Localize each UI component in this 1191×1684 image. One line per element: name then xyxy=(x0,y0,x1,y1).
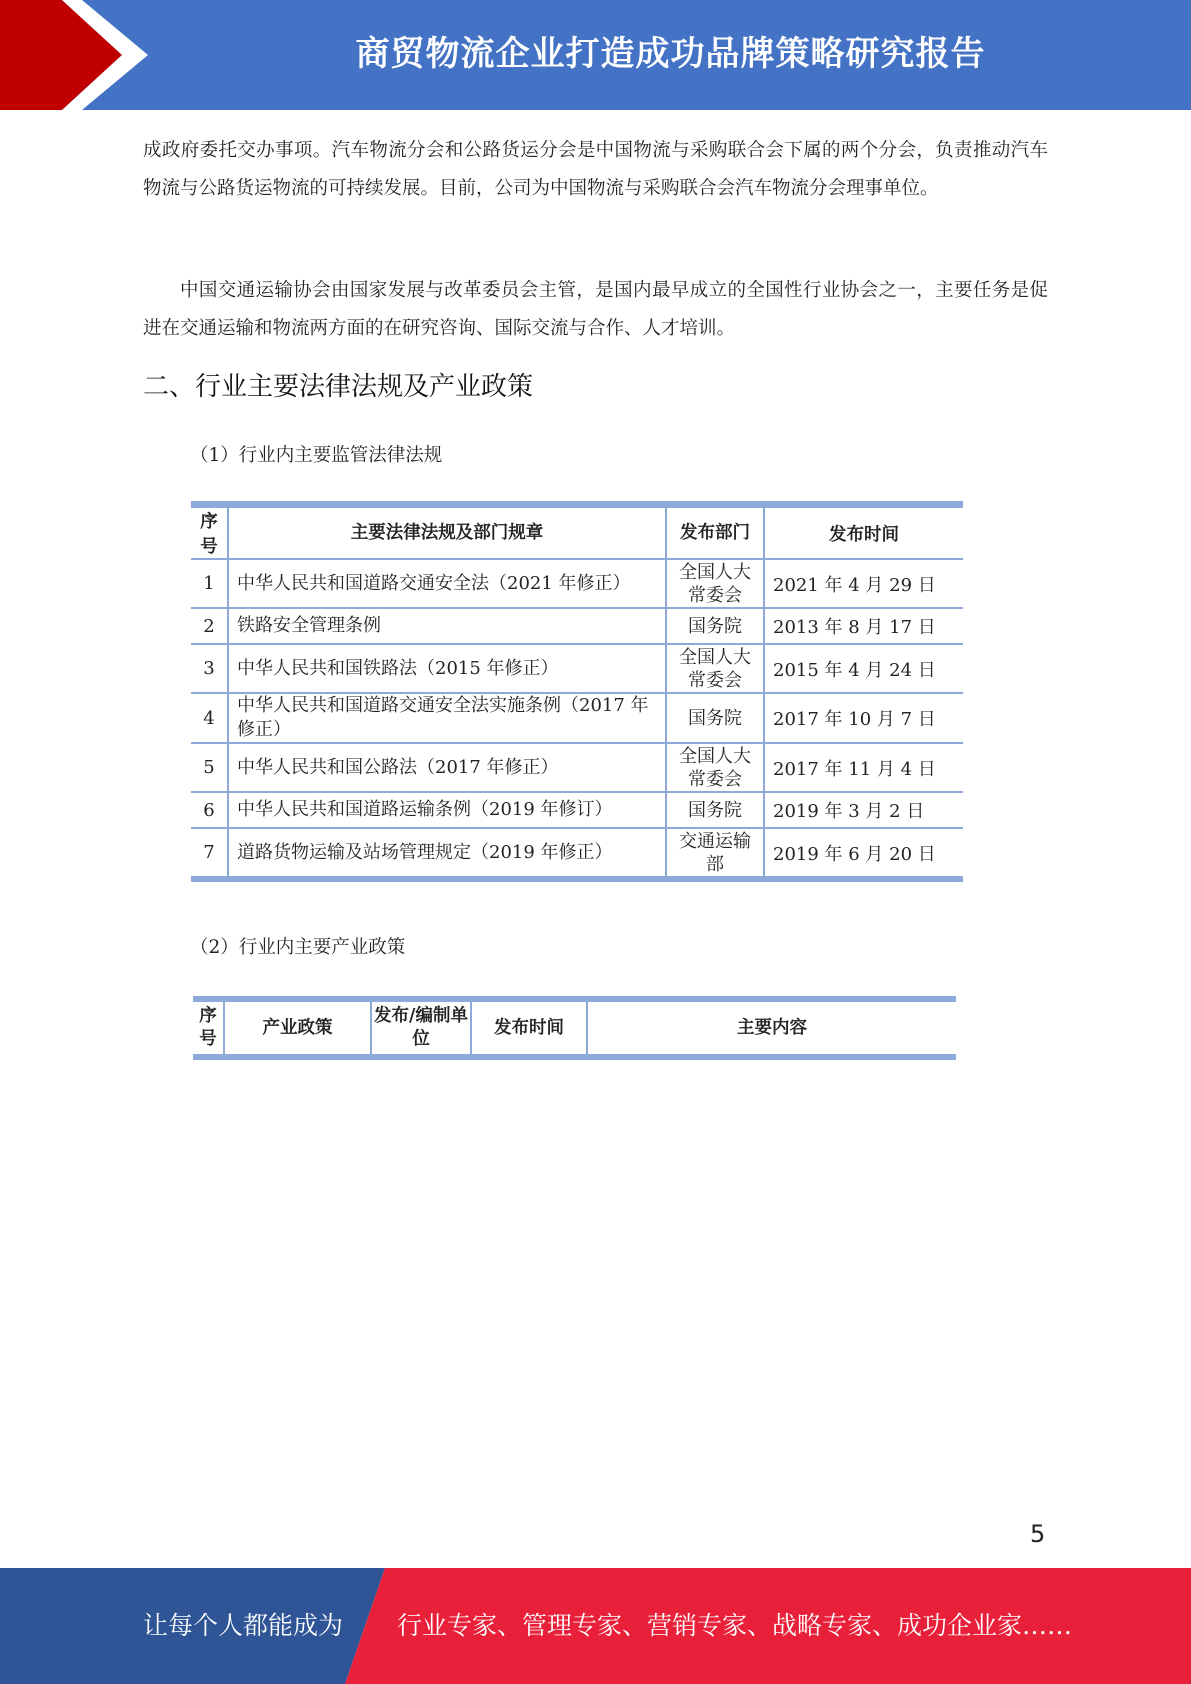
table-row xyxy=(191,743,963,792)
row-law-name: 中华人民共和国道路交通安全法实施条例（2017 年修正） xyxy=(228,693,666,743)
row-date: 2015 年 4 月 24 日 xyxy=(764,644,963,693)
table-header-row xyxy=(191,505,963,560)
body-paragraph-1: 成政府委托交办事项。汽车物流分会和公路货运分会是中国物流与采购联合会下属的两个分会，负责推动汽车物流与公路货运物流的可持续发展。目前，公司为中国物流与采购联合会汽车物流分会理事单位。 xyxy=(143,140,1048,199)
row-law-name: 中华人民共和国铁路法（2015 年修正） xyxy=(228,644,666,693)
row-dept: 全国人大常委会 xyxy=(666,743,764,792)
footer-slogan-left: 让每个人都能成为 xyxy=(143,1611,344,1640)
row-law-name: 中华人民共和国道路运输条例（2019 年修订） xyxy=(228,792,666,828)
page-header xyxy=(0,0,1191,110)
row-no: 1 xyxy=(191,559,228,608)
header-cell-date: 发布时间 xyxy=(764,505,963,560)
row-no: 2 xyxy=(191,608,228,644)
row-dept: 国务院 xyxy=(666,693,764,743)
row-dept: 全国人大常委会 xyxy=(666,644,764,693)
row-dept: 国务院 xyxy=(666,792,764,828)
row-date: 2013 年 8 月 17 日 xyxy=(764,608,963,644)
section-title: 二、行业主要法律法规及产业政策 xyxy=(143,372,534,402)
page-footer xyxy=(0,1568,1191,1684)
table-row xyxy=(191,828,963,879)
report-title: 商贸物流企业打造成功品牌策略研究报告 xyxy=(355,34,986,74)
header-cell-content: 主要内容 xyxy=(587,999,956,1057)
row-date: 2017 年 10 月 7 日 xyxy=(764,693,963,743)
table-row xyxy=(191,608,963,644)
row-no: 3 xyxy=(191,644,228,693)
header-cell-no: 序号 xyxy=(193,999,224,1057)
row-law-name: 中华人民共和国公路法（2017 年修正） xyxy=(228,743,666,792)
header-cell-policy: 产业政策 xyxy=(224,999,371,1057)
row-no: 6 xyxy=(191,792,228,828)
row-dept: 交通运输部 xyxy=(666,828,764,879)
table-header-row xyxy=(193,999,956,1057)
row-date: 2021 年 4 月 29 日 xyxy=(764,559,963,608)
table-row xyxy=(191,792,963,828)
table-row xyxy=(191,693,963,743)
row-date: 2019 年 3 月 2 日 xyxy=(764,792,963,828)
table-row xyxy=(191,559,963,608)
header-cell-no: 序号 xyxy=(191,505,228,560)
row-no: 7 xyxy=(191,828,228,879)
row-law-name: 中华人民共和国道路交通安全法（2021 年修正） xyxy=(228,559,666,608)
table-row xyxy=(191,644,963,693)
row-law-name: 铁路安全管理条例 xyxy=(228,608,666,644)
header-cell-dept: 发布部门 xyxy=(666,505,764,560)
subsection-title-policies: （2）行业内主要产业政策 xyxy=(190,937,406,958)
header-cell-name: 主要法律法规及部门规章 xyxy=(228,505,666,560)
row-dept: 国务院 xyxy=(666,608,764,644)
row-no: 5 xyxy=(191,743,228,792)
body-paragraph-2: 中国交通运输协会由国家发展与改革委员会主管，是国内最早成立的全国性行业协会之一，主要任务是促进在交通运输和物流两方面的在研究咨询、国际交流与合作、人才培训。 xyxy=(143,280,1048,339)
page-number: 5 xyxy=(1030,1520,1046,1548)
row-date: 2017 年 11 月 4 日 xyxy=(764,743,963,792)
header-chevron-decoration xyxy=(0,0,160,110)
row-law-name: 道路货物运输及站场管理规定（2019 年修正） xyxy=(228,828,666,879)
header-cell-issuer: 发布/编制单位 xyxy=(371,999,471,1057)
header-cell-date: 发布时间 xyxy=(471,999,587,1057)
row-dept: 全国人大常委会 xyxy=(666,559,764,608)
footer-slogan-right: 行业专家、管理专家、营销专家、战略专家、成功企业家…… xyxy=(397,1611,1073,1640)
subsection-title-laws: （1）行业内主要监管法律法规 xyxy=(190,445,443,466)
row-date: 2019 年 6 月 20 日 xyxy=(764,828,963,879)
industry-policy-table xyxy=(193,996,956,1060)
law-regulation-table xyxy=(191,501,963,882)
row-no: 4 xyxy=(191,693,228,743)
